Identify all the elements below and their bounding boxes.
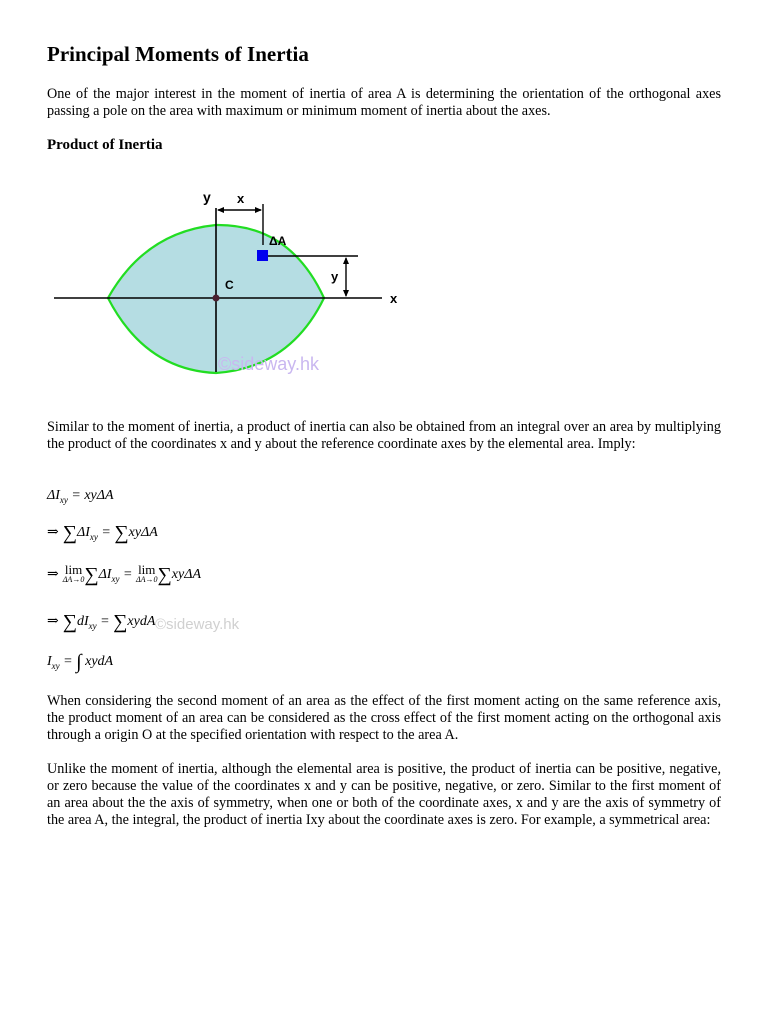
- eq3-subscript: xy: [111, 574, 120, 584]
- sum-symbol: ∑: [114, 522, 129, 544]
- x-distance-label: x: [237, 191, 245, 206]
- lim-text: lim: [138, 561, 156, 577]
- symmetry-paragraph: Unlike the moment of inertia, although the elemental area is positive, the product of inertia can be positive, negative, or zero because the value of the coordinates x and y can be positive, negative, or zero. Similar to the first moment of an area about the the axis of symmetry, when one or both of the coordinate axes, x and y are the axis of symmetry of the area A, the integral, the product of inertia Ixy about the coordinate axes is zero. For example, a symmetrical area:: [47, 761, 721, 828]
- x-dim-arrowhead-left: [217, 207, 224, 213]
- watermark-faint: ©sideway.hk: [155, 616, 240, 633]
- eq3-equals: =: [119, 567, 136, 582]
- x-dim-arrowhead-right: [255, 207, 262, 213]
- equation-3: [47, 561, 201, 587]
- x-axis-label: x: [390, 291, 398, 306]
- implies-arrow: ⇒: [47, 567, 59, 582]
- eq3-rhs: xyΔA: [171, 567, 201, 582]
- eq2-lhs: ΔI: [77, 525, 90, 540]
- implies-arrow: ⇒: [47, 614, 59, 629]
- eq2-subscript: xy: [89, 532, 98, 542]
- limit-operator: [62, 561, 85, 585]
- eq1-rhs: = xyΔA: [67, 488, 114, 503]
- eq3-lhs: ΔI: [98, 567, 112, 582]
- elemental-area-square: [257, 250, 268, 261]
- equation-4: [47, 611, 155, 634]
- watermark: ©sideway.hk: [218, 354, 319, 374]
- eq4-subscript: xy: [88, 621, 97, 631]
- section-heading: Product of Inertia: [47, 137, 163, 153]
- sum-symbol: ∑: [62, 611, 77, 633]
- sum-symbol: ∑: [84, 564, 99, 586]
- y-distance-label: y: [331, 269, 339, 284]
- integral-symbol: ∫: [76, 651, 82, 673]
- equation-5: [47, 651, 113, 674]
- eq5-rhs: xydA: [81, 654, 114, 669]
- lim-subscript: ΔA→0: [135, 574, 158, 584]
- eq4-rhs: xydA: [127, 614, 156, 629]
- y-dim-arrowhead-top: [343, 257, 349, 264]
- sum-symbol: ∑: [62, 522, 77, 544]
- equation-1: [47, 488, 114, 505]
- intro-paragraph: One of the major interest in the moment of inertia of area A is determining the orientation of the orthogonal axes passing a pole on the area with maximum or minimum moment of inertia about the axes.: [47, 86, 721, 119]
- eq5-lhs: I: [47, 654, 52, 669]
- sum-symbol: ∑: [157, 564, 172, 586]
- y-dim-arrowhead-bottom: [343, 290, 349, 297]
- page-title: Principal Moments of Inertia: [47, 42, 309, 66]
- explanation-paragraph: Similar to the moment of inertia, a product of inertia can also be obtained from an integral over an area by multiplying the product of the coordinates x and y about the reference coordinate axes by the elemental area. Imply:: [47, 419, 721, 452]
- product-of-inertia-diagram: [40, 180, 420, 380]
- limit-operator: [135, 561, 158, 585]
- eq4-equals: =: [96, 614, 114, 629]
- y-axis-label: y: [203, 189, 211, 205]
- cross-effect-paragraph: When considering the second moment of an area as the effect of the first moment acting on the same reference axis, the product moment of an area can be considered as the cross effect of the first moment acting on the orthogonal axis through a origin O at the specified orientation with respect to the area A.: [47, 693, 721, 743]
- equation-2: [47, 522, 158, 545]
- lim-text: lim: [64, 561, 83, 577]
- eq5-equals: =: [59, 654, 77, 669]
- implies-arrow: ⇒: [47, 525, 59, 540]
- eq1-subscript: xy: [59, 495, 68, 505]
- eq2-rhs: xyΔA: [128, 525, 158, 540]
- centroid-label: C: [225, 278, 234, 292]
- centroid-point: [213, 295, 220, 302]
- eq5-subscript: xy: [51, 661, 60, 671]
- eq1-lhs: ΔI: [47, 488, 60, 503]
- eq4-lhs: dI: [77, 614, 89, 629]
- delta-a-label: ΔA: [269, 234, 287, 248]
- sum-symbol: ∑: [113, 611, 128, 633]
- eq2-equals: =: [97, 525, 115, 540]
- lim-subscript: ΔA→0: [62, 574, 85, 584]
